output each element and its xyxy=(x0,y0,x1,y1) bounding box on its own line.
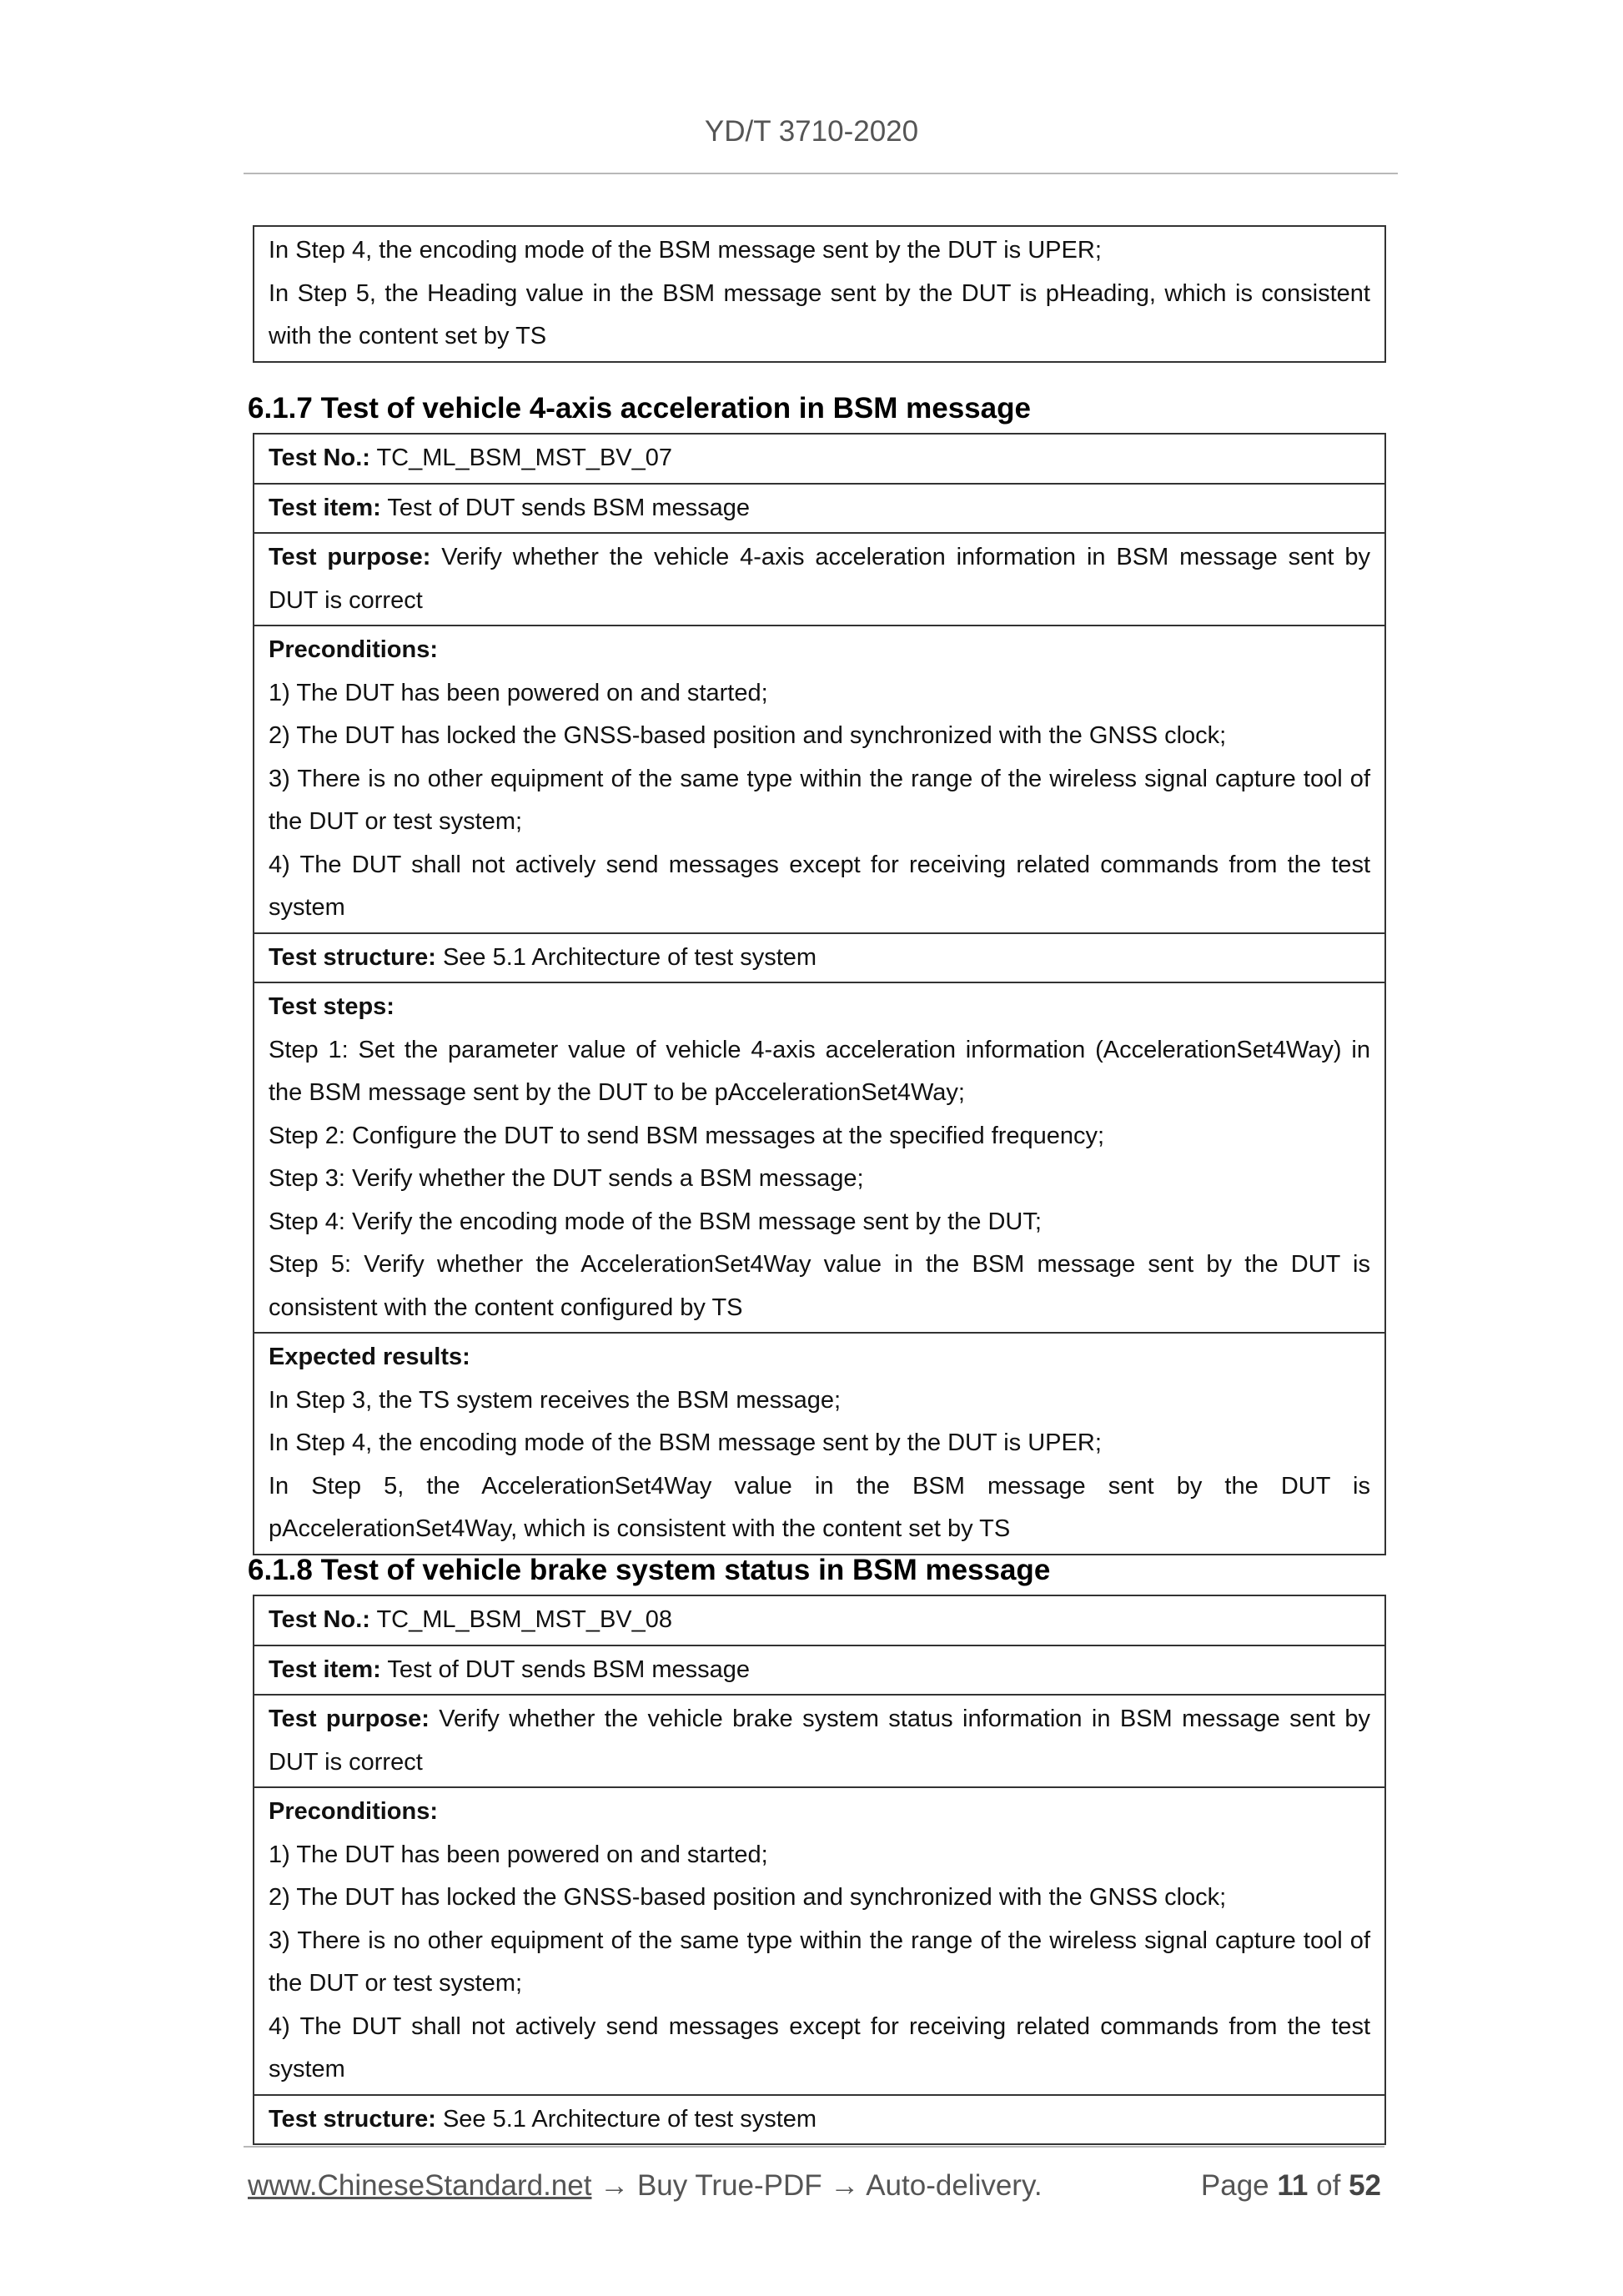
test-item-cell xyxy=(254,1645,1385,1696)
list-item: Step 1: Set the parameter value of vehicle 4-axis acceleration information (AccelerationSet4Way) in the BSM message sent by the DUT to be pAccelerationSet4Way; xyxy=(269,1036,1370,1106)
continuation-table xyxy=(253,225,1386,363)
page-total: 52 xyxy=(1349,2169,1381,2202)
preconditions-cell xyxy=(254,1787,1385,2095)
test-no-label: Test No.: xyxy=(269,445,370,471)
test-item-value: Test of DUT sends BSM message xyxy=(380,1655,750,1683)
expected-results-label: Expected results: xyxy=(269,1344,470,1370)
list-item: Step 3: Verify whether the DUT sends a BSM message; xyxy=(269,1165,864,1192)
test-purpose-cell xyxy=(254,533,1385,625)
buy-text: Buy True-PDF xyxy=(636,2169,822,2202)
test-no-cell xyxy=(254,434,1385,484)
table-row xyxy=(254,434,1385,484)
test-item-cell xyxy=(254,484,1385,534)
table-row xyxy=(254,484,1385,534)
test-purpose-value: Verify whether the vehicle brake system status information in BSM message sent by DUT is correct xyxy=(269,1706,1370,1776)
list-item: Step 4: Verify the encoding mode of the BSM message sent by the DUT; xyxy=(269,1208,1042,1235)
list-item: 2) The DUT has locked the GNSS-based position and synchronized with the GNSS clock; xyxy=(269,1884,1227,1911)
header-divider xyxy=(244,173,1398,174)
test-purpose-value: Verify whether the vehicle 4-axis acceleration information in BSM message sent by DUT is correct xyxy=(269,544,1370,614)
list-item: In Step 4, the encoding mode of the BSM message sent by the DUT is UPER; xyxy=(269,237,1102,264)
test-steps-label: Test steps: xyxy=(269,993,394,1020)
delivery-text: Auto-delivery. xyxy=(866,2169,1043,2202)
list-item: 2) The DUT has locked the GNSS-based position and synchronized with the GNSS clock; xyxy=(269,722,1227,749)
table-row xyxy=(254,1645,1385,1696)
list-item: Step 5: Verify whether the AccelerationSet4Way value in the BSM message sent by the DUT is consistent with the content configured by TS xyxy=(269,1251,1370,1321)
page-word: Page xyxy=(1200,2169,1269,2202)
list-item: In Step 4, the encoding mode of the BSM message sent by the DUT is UPER; xyxy=(269,1429,1102,1456)
test-item-value: Test of DUT sends BSM message xyxy=(380,494,750,521)
table-row xyxy=(254,2095,1385,2145)
expected-results-cell xyxy=(254,1333,1385,1555)
arrow-right-icon: → xyxy=(830,2169,860,2202)
table-row xyxy=(254,933,1385,983)
test-structure-label: Test structure: xyxy=(269,943,436,971)
test-no-label: Test No.: xyxy=(269,1606,370,1633)
test-case-table-618 xyxy=(253,1595,1386,2145)
test-no-value: TC_ML_BSM_MST_BV_07 xyxy=(369,445,673,471)
preconditions-label: Preconditions: xyxy=(269,1798,439,1825)
table-row xyxy=(254,1787,1385,2095)
test-structure-label: Test structure: xyxy=(269,2105,436,2133)
website-link[interactable]: www.ChineseStandard.net xyxy=(248,2169,592,2202)
test-purpose-label: Test purpose: xyxy=(269,1706,430,1732)
test-structure-cell xyxy=(254,933,1385,983)
table-row xyxy=(254,1595,1385,1645)
footer-promo xyxy=(248,2169,1043,2203)
table-row xyxy=(254,1695,1385,1787)
list-item: Step 2: Configure the DUT to send BSM messages at the specified frequency; xyxy=(269,1122,1105,1149)
list-item: In Step 5, the Heading value in the BSM message sent by the DUT is pHeading, which is consistent with the content set by TS xyxy=(269,279,1370,349)
arrow-right-icon: → xyxy=(600,2169,630,2202)
list-item: 3) There is no other equipment of the same type within the range of the wireless signal capture tool of the DUT or test system; xyxy=(269,1927,1370,1997)
list-item: 1) The DUT has been powered on and started; xyxy=(269,679,768,706)
test-item-label: Test item: xyxy=(269,494,381,521)
preconditions-cell xyxy=(254,625,1385,933)
table-row xyxy=(254,1333,1385,1555)
test-item-label: Test item: xyxy=(269,1655,381,1683)
preconditions-label: Preconditions: xyxy=(269,636,439,663)
test-no-value: TC_ML_BSM_MST_BV_08 xyxy=(369,1606,673,1633)
of-word: of xyxy=(1316,2169,1341,2202)
table-row xyxy=(254,226,1385,362)
list-item: In Step 5, the AccelerationSet4Way value in the BSM message sent by the DUT is pAccelerationSet4Way, which is consistent with the content set by TS xyxy=(269,1472,1370,1542)
section-heading-618: 6.1.8 Test of vehicle brake system status in BSM message xyxy=(248,1554,1051,1586)
page-header-doc-code: YD/T 3710-2020 xyxy=(704,115,919,148)
test-steps-cell xyxy=(254,982,1385,1333)
section-heading-617: 6.1.7 Test of vehicle 4-axis acceleration in BSM message xyxy=(248,392,1031,425)
test-case-table-617 xyxy=(253,433,1386,1555)
test-structure-value: See 5.1 Architecture of test system xyxy=(435,2105,817,2133)
list-item: 1) The DUT has been powered on and started; xyxy=(269,1841,768,1868)
table-row xyxy=(254,982,1385,1333)
list-item: 4) The DUT shall not actively send messages except for receiving related commands from the test system xyxy=(269,851,1370,921)
test-structure-value: See 5.1 Architecture of test system xyxy=(435,943,817,971)
table-row xyxy=(254,625,1385,933)
list-item: 4) The DUT shall not actively send messages except for receiving related commands from the test system xyxy=(269,2012,1370,2082)
test-structure-cell xyxy=(254,2095,1385,2145)
table-row xyxy=(254,533,1385,625)
test-no-cell xyxy=(254,1595,1385,1645)
page-number: 11 xyxy=(1277,2169,1309,2202)
footer-divider xyxy=(244,2146,1384,2148)
test-purpose-cell xyxy=(254,1695,1385,1787)
test-purpose-label: Test purpose: xyxy=(269,544,431,570)
list-item: In Step 3, the TS system receives the BSM message; xyxy=(269,1386,842,1414)
list-item: 3) There is no other equipment of the same type within the range of the wireless signal capture tool of the DUT or test system; xyxy=(269,765,1370,835)
page-indicator xyxy=(1201,2169,1381,2203)
expected-results-continued xyxy=(254,226,1385,362)
